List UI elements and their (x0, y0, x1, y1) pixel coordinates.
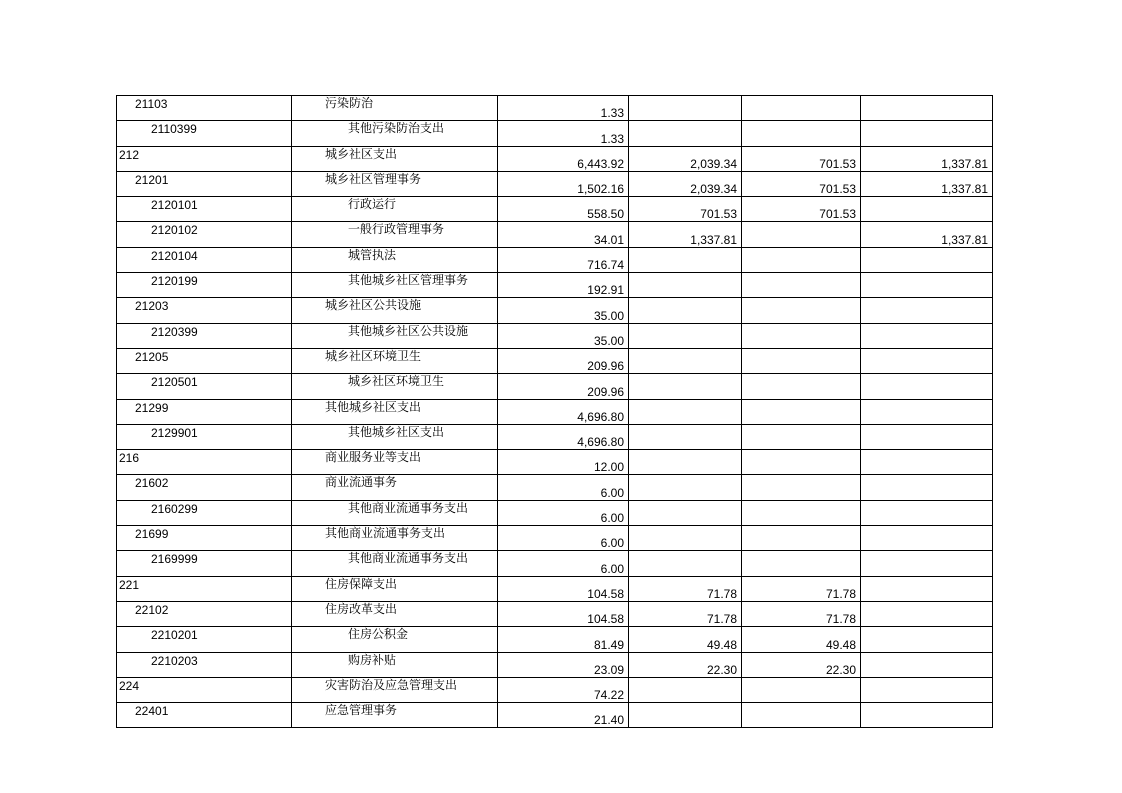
amount-cell-1 (498, 500, 629, 525)
subject-code: 2120104 (151, 248, 198, 263)
amount-cell-1 (498, 526, 629, 551)
amount-cell-1 (498, 298, 629, 323)
amount-cell-4 (861, 247, 993, 272)
amount-cell-1 (498, 601, 629, 626)
subject-code: 2120501 (151, 375, 198, 390)
amount-cell-1 (498, 652, 629, 677)
amount-cell-4 (861, 273, 993, 298)
subject-code: 2129901 (151, 425, 198, 440)
subject-code: 21205 (135, 349, 169, 364)
subject-code: 22401 (135, 704, 169, 719)
subject-code: 22102 (135, 602, 169, 617)
amount-value: 701.53 (819, 156, 856, 171)
amount-value: 71.78 (825, 612, 856, 627)
subject-code-cell (117, 197, 292, 222)
amount-cell-2 (629, 197, 742, 222)
amount-cell-3 (742, 96, 861, 121)
amount-cell-1 (498, 171, 629, 196)
amount-cell-4 (861, 399, 993, 424)
subject-name: 城乡社区支出 (325, 146, 398, 161)
amount-cell-2 (629, 601, 742, 626)
amount-cell-1 (498, 348, 629, 373)
amount-cell-1 (498, 576, 629, 601)
amount-cell-3 (742, 450, 861, 475)
subject-name-cell (292, 576, 498, 601)
subject-code-cell (117, 551, 292, 576)
amount-value: 209.96 (587, 359, 624, 374)
subject-name: 一般行政管理事务 (348, 222, 445, 237)
amount-cell-2 (629, 399, 742, 424)
amount-cell-2 (629, 450, 742, 475)
amount-cell-1 (498, 273, 629, 298)
amount-cell-3 (742, 551, 861, 576)
amount-cell-1 (498, 146, 629, 171)
amount-cell-3 (742, 526, 861, 551)
amount-cell-1 (498, 222, 629, 247)
table-row (117, 677, 993, 702)
table-row (117, 424, 993, 449)
amount-value: 21.40 (593, 713, 624, 728)
amount-cell-2 (629, 121, 742, 146)
amount-cell-3 (742, 703, 861, 728)
amount-cell-3 (742, 146, 861, 171)
subject-name: 行政运行 (348, 197, 397, 212)
amount-cell-2 (629, 475, 742, 500)
subject-name-cell (292, 703, 498, 728)
amount-value: 71.78 (825, 586, 856, 601)
amount-cell-1 (498, 703, 629, 728)
amount-cell-3 (742, 374, 861, 399)
subject-name: 污染防治 (325, 96, 374, 110)
amount-cell-4 (861, 323, 993, 348)
amount-value: 6.00 (600, 536, 624, 551)
amount-value: 558.50 (587, 207, 624, 222)
amount-cell-2 (629, 298, 742, 323)
subject-code-cell (117, 348, 292, 373)
amount-value: 74.22 (593, 688, 624, 703)
amount-cell-2 (629, 526, 742, 551)
amount-cell-4 (861, 601, 993, 626)
subject-code-cell (117, 450, 292, 475)
subject-name: 其他商业流通事务支出 (348, 500, 469, 515)
amount-cell-2 (629, 551, 742, 576)
amount-value: 716.74 (587, 258, 624, 273)
amount-cell-3 (742, 348, 861, 373)
amount-cell-2 (629, 500, 742, 525)
amount-value: 701.53 (819, 207, 856, 222)
subject-name: 其他城乡社区公共设施 (348, 323, 469, 338)
subject-name-cell (292, 298, 498, 323)
subject-code-cell (117, 399, 292, 424)
budget-table (116, 95, 993, 728)
amount-value: 701.53 (819, 182, 856, 197)
amount-value: 49.48 (825, 637, 856, 652)
table-row (117, 96, 993, 121)
subject-code-cell (117, 323, 292, 348)
amount-value: 1.33 (600, 131, 624, 146)
subject-code-cell (117, 171, 292, 196)
subject-name: 住房公积金 (348, 627, 409, 642)
budget-table-body (117, 96, 993, 728)
amount-cell-1 (498, 677, 629, 702)
subject-name: 其他商业流通事务支出 (325, 526, 446, 541)
table-row (117, 500, 993, 525)
subject-name-cell (292, 677, 498, 702)
amount-cell-1 (498, 197, 629, 222)
amount-value: 22.30 (706, 662, 737, 677)
subject-code: 2120101 (151, 198, 198, 213)
subject-name: 城乡社区环境卫生 (348, 374, 445, 389)
subject-name-cell (292, 96, 498, 121)
amount-cell-2 (629, 146, 742, 171)
subject-code-cell (117, 526, 292, 551)
amount-value: 4,696.80 (577, 409, 624, 424)
subject-name: 城乡社区环境卫生 (325, 348, 422, 363)
amount-cell-3 (742, 273, 861, 298)
subject-name-cell (292, 323, 498, 348)
subject-name-cell (292, 627, 498, 652)
subject-name: 城乡社区管理事务 (325, 171, 422, 186)
subject-name: 商业流通事务 (325, 475, 398, 490)
amount-cell-4 (861, 475, 993, 500)
amount-cell-1 (498, 475, 629, 500)
subject-code-cell (117, 652, 292, 677)
amount-cell-2 (629, 222, 742, 247)
subject-code-cell (117, 424, 292, 449)
table-row (117, 450, 993, 475)
amount-cell-2 (629, 424, 742, 449)
table-row (117, 197, 993, 222)
subject-code-cell (117, 222, 292, 247)
amount-value: 104.58 (587, 612, 624, 627)
amount-value: 23.09 (593, 662, 624, 677)
subject-name-cell (292, 475, 498, 500)
subject-code: 21602 (135, 476, 169, 491)
amount-cell-2 (629, 677, 742, 702)
amount-cell-4 (861, 348, 993, 373)
amount-cell-3 (742, 197, 861, 222)
subject-code: 21103 (135, 97, 168, 111)
amount-cell-1 (498, 551, 629, 576)
subject-name-cell (292, 348, 498, 373)
amount-cell-1 (498, 121, 629, 146)
subject-code: 2210203 (151, 653, 198, 668)
table-row (117, 323, 993, 348)
amount-cell-1 (498, 374, 629, 399)
subject-code-cell (117, 576, 292, 601)
subject-code-cell (117, 298, 292, 323)
subject-name: 应急管理事务 (325, 703, 398, 718)
amount-cell-2 (629, 627, 742, 652)
subject-name-cell (292, 652, 498, 677)
subject-name: 其他商业流通事务支出 (348, 551, 469, 566)
amount-cell-2 (629, 348, 742, 373)
amount-cell-4 (861, 96, 993, 121)
amount-value: 6.00 (600, 485, 624, 500)
subject-code-cell (117, 475, 292, 500)
subject-name: 其他城乡社区支出 (348, 424, 445, 439)
subject-code-cell (117, 703, 292, 728)
amount-value: 2,039.34 (690, 182, 737, 197)
table-row (117, 399, 993, 424)
amount-cell-4 (861, 576, 993, 601)
subject-name-cell (292, 197, 498, 222)
amount-cell-4 (861, 222, 993, 247)
subject-name: 住房保障支出 (325, 576, 398, 591)
amount-cell-2 (629, 273, 742, 298)
table-row (117, 222, 993, 247)
amount-cell-4 (861, 146, 993, 171)
amount-value: 209.96 (587, 384, 624, 399)
table-row (117, 171, 993, 196)
subject-code: 2120399 (151, 324, 198, 339)
table-row (117, 652, 993, 677)
subject-code: 21203 (135, 299, 169, 314)
amount-cell-4 (861, 703, 993, 728)
amount-cell-1 (498, 627, 629, 652)
amount-cell-3 (742, 323, 861, 348)
amount-cell-4 (861, 121, 993, 146)
amount-cell-3 (742, 171, 861, 196)
subject-code: 2110399 (151, 122, 197, 137)
amount-cell-4 (861, 627, 993, 652)
amount-value: 35.00 (593, 333, 624, 348)
amount-cell-4 (861, 677, 993, 702)
amount-cell-3 (742, 247, 861, 272)
amount-cell-3 (742, 652, 861, 677)
subject-name-cell (292, 171, 498, 196)
subject-code: 2160299 (151, 501, 198, 516)
amount-cell-2 (629, 171, 742, 196)
table-row (117, 348, 993, 373)
amount-cell-2 (629, 96, 742, 121)
amount-cell-3 (742, 576, 861, 601)
subject-code: 216 (119, 451, 140, 466)
table-row (117, 551, 993, 576)
subject-code: 221 (119, 577, 140, 592)
amount-value: 4,696.80 (577, 435, 624, 450)
amount-cell-3 (742, 121, 861, 146)
amount-cell-2 (629, 247, 742, 272)
table-row (117, 576, 993, 601)
subject-code: 21699 (135, 527, 169, 542)
table-row (117, 703, 993, 728)
amount-cell-2 (629, 374, 742, 399)
amount-cell-1 (498, 424, 629, 449)
amount-value: 6.00 (600, 511, 624, 526)
amount-cell-3 (742, 424, 861, 449)
subject-name-cell (292, 222, 498, 247)
table-row (117, 475, 993, 500)
amount-value: 2,039.34 (690, 156, 737, 171)
amount-cell-3 (742, 399, 861, 424)
amount-value: 81.49 (593, 637, 624, 652)
subject-name: 住房改革支出 (325, 601, 398, 616)
amount-value: 192.91 (587, 283, 624, 298)
amount-value: 1,337.81 (941, 232, 988, 247)
subject-code: 212 (119, 147, 140, 162)
amount-cell-4 (861, 500, 993, 525)
amount-value: 1,337.81 (941, 182, 988, 197)
amount-cell-1 (498, 399, 629, 424)
subject-name-cell (292, 424, 498, 449)
subject-name-cell (292, 121, 498, 146)
subject-name: 灾害防治及应急管理支出 (325, 677, 458, 692)
amount-cell-3 (742, 500, 861, 525)
subject-code-cell (117, 121, 292, 146)
table-row (117, 146, 993, 171)
subject-name: 其他城乡社区支出 (325, 399, 422, 414)
subject-name-cell (292, 601, 498, 626)
subject-name-cell (292, 374, 498, 399)
subject-code: 2120102 (151, 223, 198, 238)
amount-cell-2 (629, 576, 742, 601)
subject-code: 2120199 (151, 274, 198, 289)
subject-name: 城管执法 (348, 247, 397, 262)
subject-name-cell (292, 500, 498, 525)
amount-value: 12.00 (593, 460, 624, 475)
amount-cell-4 (861, 424, 993, 449)
subject-code: 224 (119, 678, 140, 693)
amount-cell-3 (742, 222, 861, 247)
subject-code-cell (117, 601, 292, 626)
amount-value: 6.00 (600, 561, 624, 576)
amount-cell-1 (498, 450, 629, 475)
amount-cell-2 (629, 703, 742, 728)
table-row (117, 374, 993, 399)
amount-value: 1,337.81 (941, 156, 988, 171)
subject-name-cell (292, 273, 498, 298)
subject-code-cell (117, 146, 292, 171)
amount-value: 104.58 (587, 586, 624, 601)
subject-name-cell (292, 399, 498, 424)
amount-cell-3 (742, 298, 861, 323)
amount-value: 35.00 (593, 308, 624, 323)
amount-value: 34.01 (593, 232, 624, 247)
table-row (117, 526, 993, 551)
amount-value: 6,443.92 (577, 156, 624, 171)
amount-cell-4 (861, 526, 993, 551)
subject-code: 21299 (135, 400, 169, 415)
table-row (117, 627, 993, 652)
table-row (117, 121, 993, 146)
amount-cell-2 (629, 323, 742, 348)
subject-name-cell (292, 526, 498, 551)
amount-cell-1 (498, 247, 629, 272)
subject-name: 其他城乡社区管理事务 (348, 273, 469, 288)
subject-name-cell (292, 146, 498, 171)
amount-cell-4 (861, 171, 993, 196)
subject-code-cell (117, 500, 292, 525)
amount-cell-1 (498, 323, 629, 348)
amount-cell-4 (861, 551, 993, 576)
subject-name: 商业服务业等支出 (325, 450, 422, 465)
subject-name: 城乡社区公共设施 (325, 298, 422, 313)
amount-value: 1.33 (600, 106, 624, 121)
subject-code: 2210201 (151, 628, 198, 643)
amount-cell-4 (861, 298, 993, 323)
amount-cell-4 (861, 450, 993, 475)
amount-cell-3 (742, 677, 861, 702)
subject-code-cell (117, 627, 292, 652)
table-row (117, 273, 993, 298)
subject-name: 购房补贴 (348, 652, 397, 667)
amount-cell-1 (498, 96, 629, 121)
table-row (117, 601, 993, 626)
subject-name-cell (292, 450, 498, 475)
amount-cell-2 (629, 652, 742, 677)
amount-cell-4 (861, 374, 993, 399)
amount-cell-4 (861, 652, 993, 677)
amount-value: 71.78 (706, 612, 737, 627)
subject-code: 21201 (135, 172, 169, 187)
amount-value: 71.78 (706, 586, 737, 601)
amount-cell-4 (861, 197, 993, 222)
amount-value: 1,337.81 (690, 232, 737, 247)
subject-name-cell (292, 247, 498, 272)
amount-value: 22.30 (825, 662, 856, 677)
subject-name: 其他污染防治支出 (348, 121, 445, 136)
subject-code: 2169999 (151, 552, 198, 567)
subject-code-cell (117, 677, 292, 702)
amount-value: 1,502.16 (577, 182, 624, 197)
subject-code-cell (117, 96, 292, 121)
table-row (117, 298, 993, 323)
amount-value: 49.48 (706, 637, 737, 652)
subject-code-cell (117, 374, 292, 399)
table-row (117, 247, 993, 272)
amount-cell-3 (742, 475, 861, 500)
amount-cell-3 (742, 601, 861, 626)
subject-name-cell (292, 551, 498, 576)
amount-cell-3 (742, 627, 861, 652)
amount-value: 701.53 (700, 207, 737, 222)
subject-code-cell (117, 247, 292, 272)
subject-code-cell (117, 273, 292, 298)
